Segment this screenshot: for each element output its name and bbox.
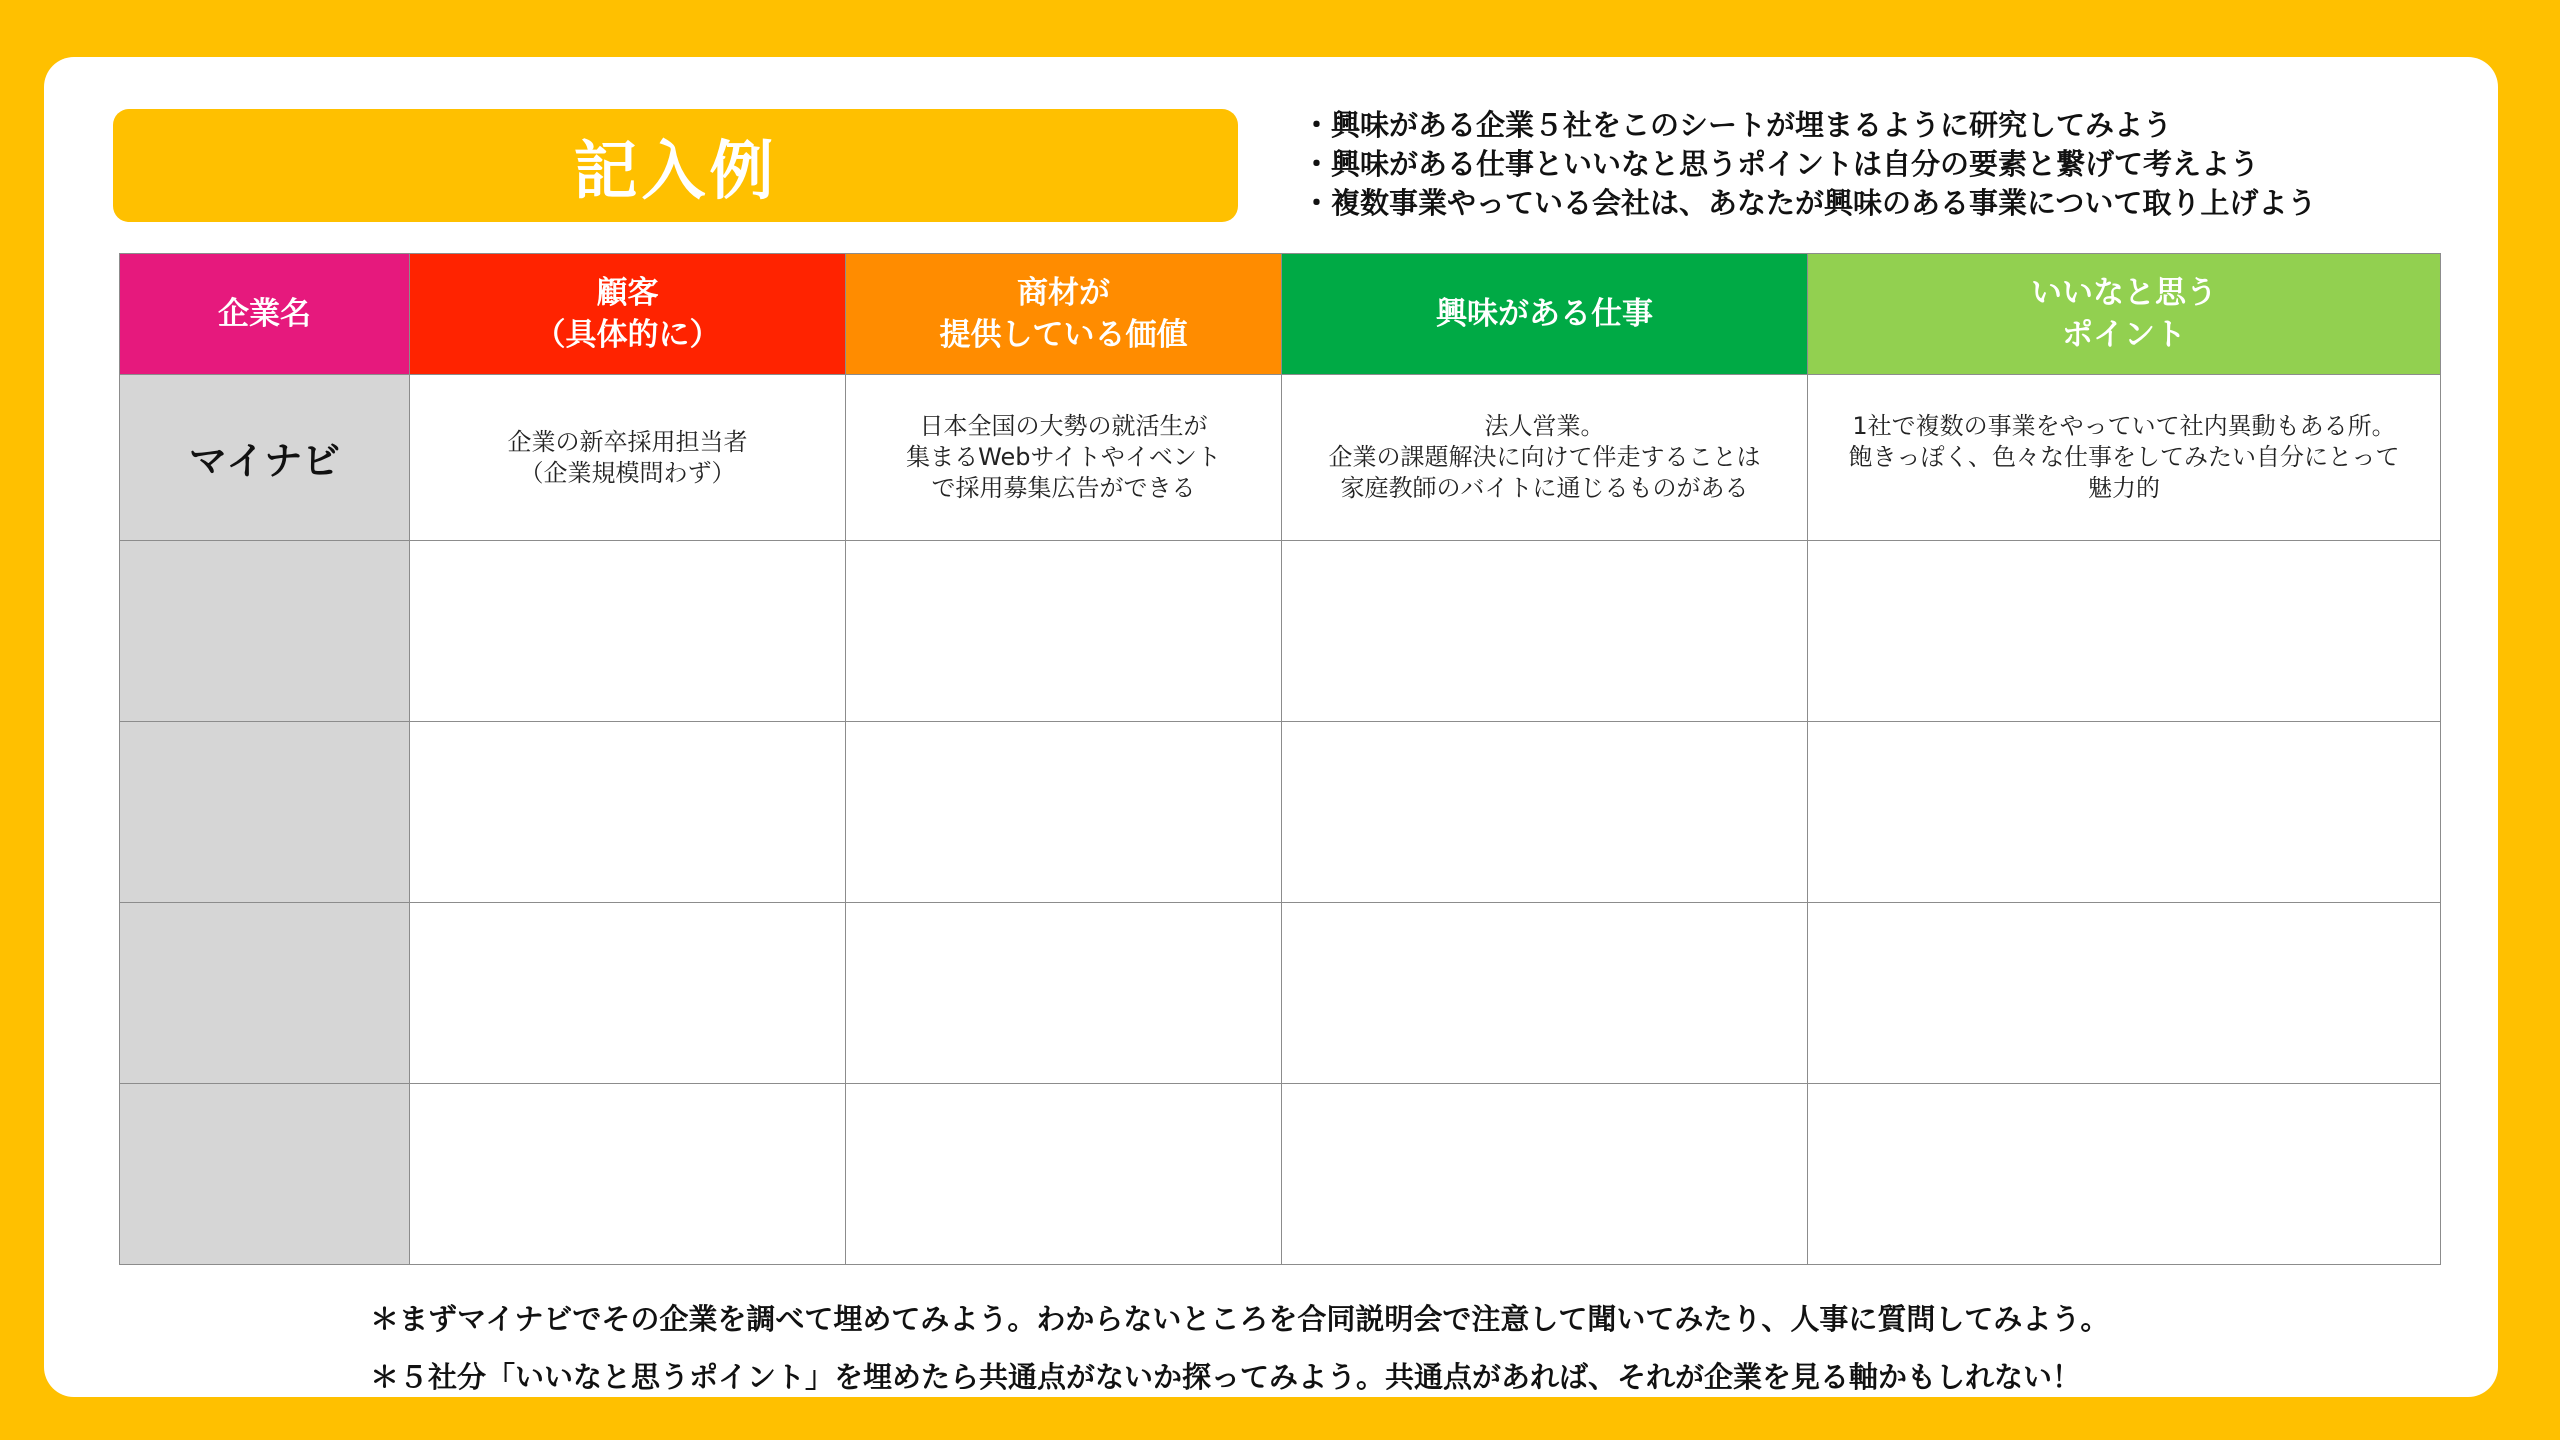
interested-job-cell[interactable]	[1282, 1084, 1808, 1265]
customer-cell[interactable]	[410, 1084, 846, 1265]
customer-cell[interactable]	[410, 541, 846, 722]
page-title: 記入例	[113, 109, 1238, 222]
interested-job-cell[interactable]	[1282, 903, 1808, 1084]
instruction-item: ・複数事業やっている会社は、あなたが興味のある事業について取り上げよう	[1302, 186, 2317, 220]
good-points-cell[interactable]	[1808, 541, 2441, 722]
instructions-list	[1302, 106, 2502, 223]
header-product-value: 商材が 提供している価値	[846, 254, 1282, 375]
product-value-cell[interactable]	[846, 1084, 1282, 1265]
table-row	[120, 1084, 2441, 1265]
good-points-cell[interactable]	[1808, 903, 2441, 1084]
header-customer: 顧客 （具体的に）	[410, 254, 846, 375]
header-interested-job: 興味がある仕事	[1282, 254, 1808, 375]
good-points-cell[interactable]: 1社で複数の事業をやっていて社内異動もある所。 飽きっぽく、色々な仕事をしてみたい自分にとって 魅力的	[1808, 375, 2441, 541]
header-good-points: いいなと思う ポイント	[1808, 254, 2441, 375]
interested-job-cell[interactable]	[1282, 541, 1808, 722]
company-name-cell[interactable]	[120, 722, 410, 903]
good-points-cell[interactable]	[1808, 1084, 2441, 1265]
customer-cell[interactable]: 企業の新卒採用担当者 （企業規模問わず）	[410, 375, 846, 541]
instruction-item: ・興味がある仕事といいなと思うポイントは自分の要素と繋げて考えよう	[1302, 147, 2260, 181]
product-value-cell[interactable]	[846, 541, 1282, 722]
customer-cell[interactable]	[410, 722, 846, 903]
company-name-cell[interactable]	[120, 903, 410, 1084]
customer-cell[interactable]	[410, 903, 846, 1084]
product-value-cell[interactable]: 日本全国の大勢の就活生が 集まるWebサイトやイベント で採用募集広告ができる	[846, 375, 1282, 541]
header-company-name: 企業名	[120, 254, 410, 375]
product-value-cell[interactable]	[846, 903, 1282, 1084]
example-row	[120, 375, 2441, 541]
header-row	[120, 254, 2441, 375]
table-row	[120, 541, 2441, 722]
good-points-cell[interactable]	[1808, 722, 2441, 903]
note-item: ＊５社分「いいなと思うポイント」を埋めたら共通点がないか探ってみよう。共通点があれば、それが企業を見る軸かもしれない！	[370, 1360, 2082, 1394]
company-name-cell[interactable]	[120, 1084, 410, 1265]
instruction-item: ・興味がある企業５社をこのシートが埋まるように研究してみよう	[1302, 108, 2173, 142]
notes-list	[370, 1290, 2109, 1406]
note-item: ＊まずマイナビでその企業を調べて埋めてみよう。わからないところを合同説明会で注意して聞いてみたり、人事に質問してみよう。	[370, 1302, 2110, 1336]
company-name-cell[interactable]: マイナビ	[120, 375, 410, 541]
company-research-table	[119, 253, 2441, 1265]
table-row	[120, 903, 2441, 1084]
company-name-cell[interactable]	[120, 541, 410, 722]
interested-job-cell[interactable]: 法人営業。 企業の課題解決に向けて伴走することは 家庭教師のバイトに通じるものがある	[1282, 375, 1808, 541]
product-value-cell[interactable]	[846, 722, 1282, 903]
table-row	[120, 722, 2441, 903]
interested-job-cell[interactable]	[1282, 722, 1808, 903]
